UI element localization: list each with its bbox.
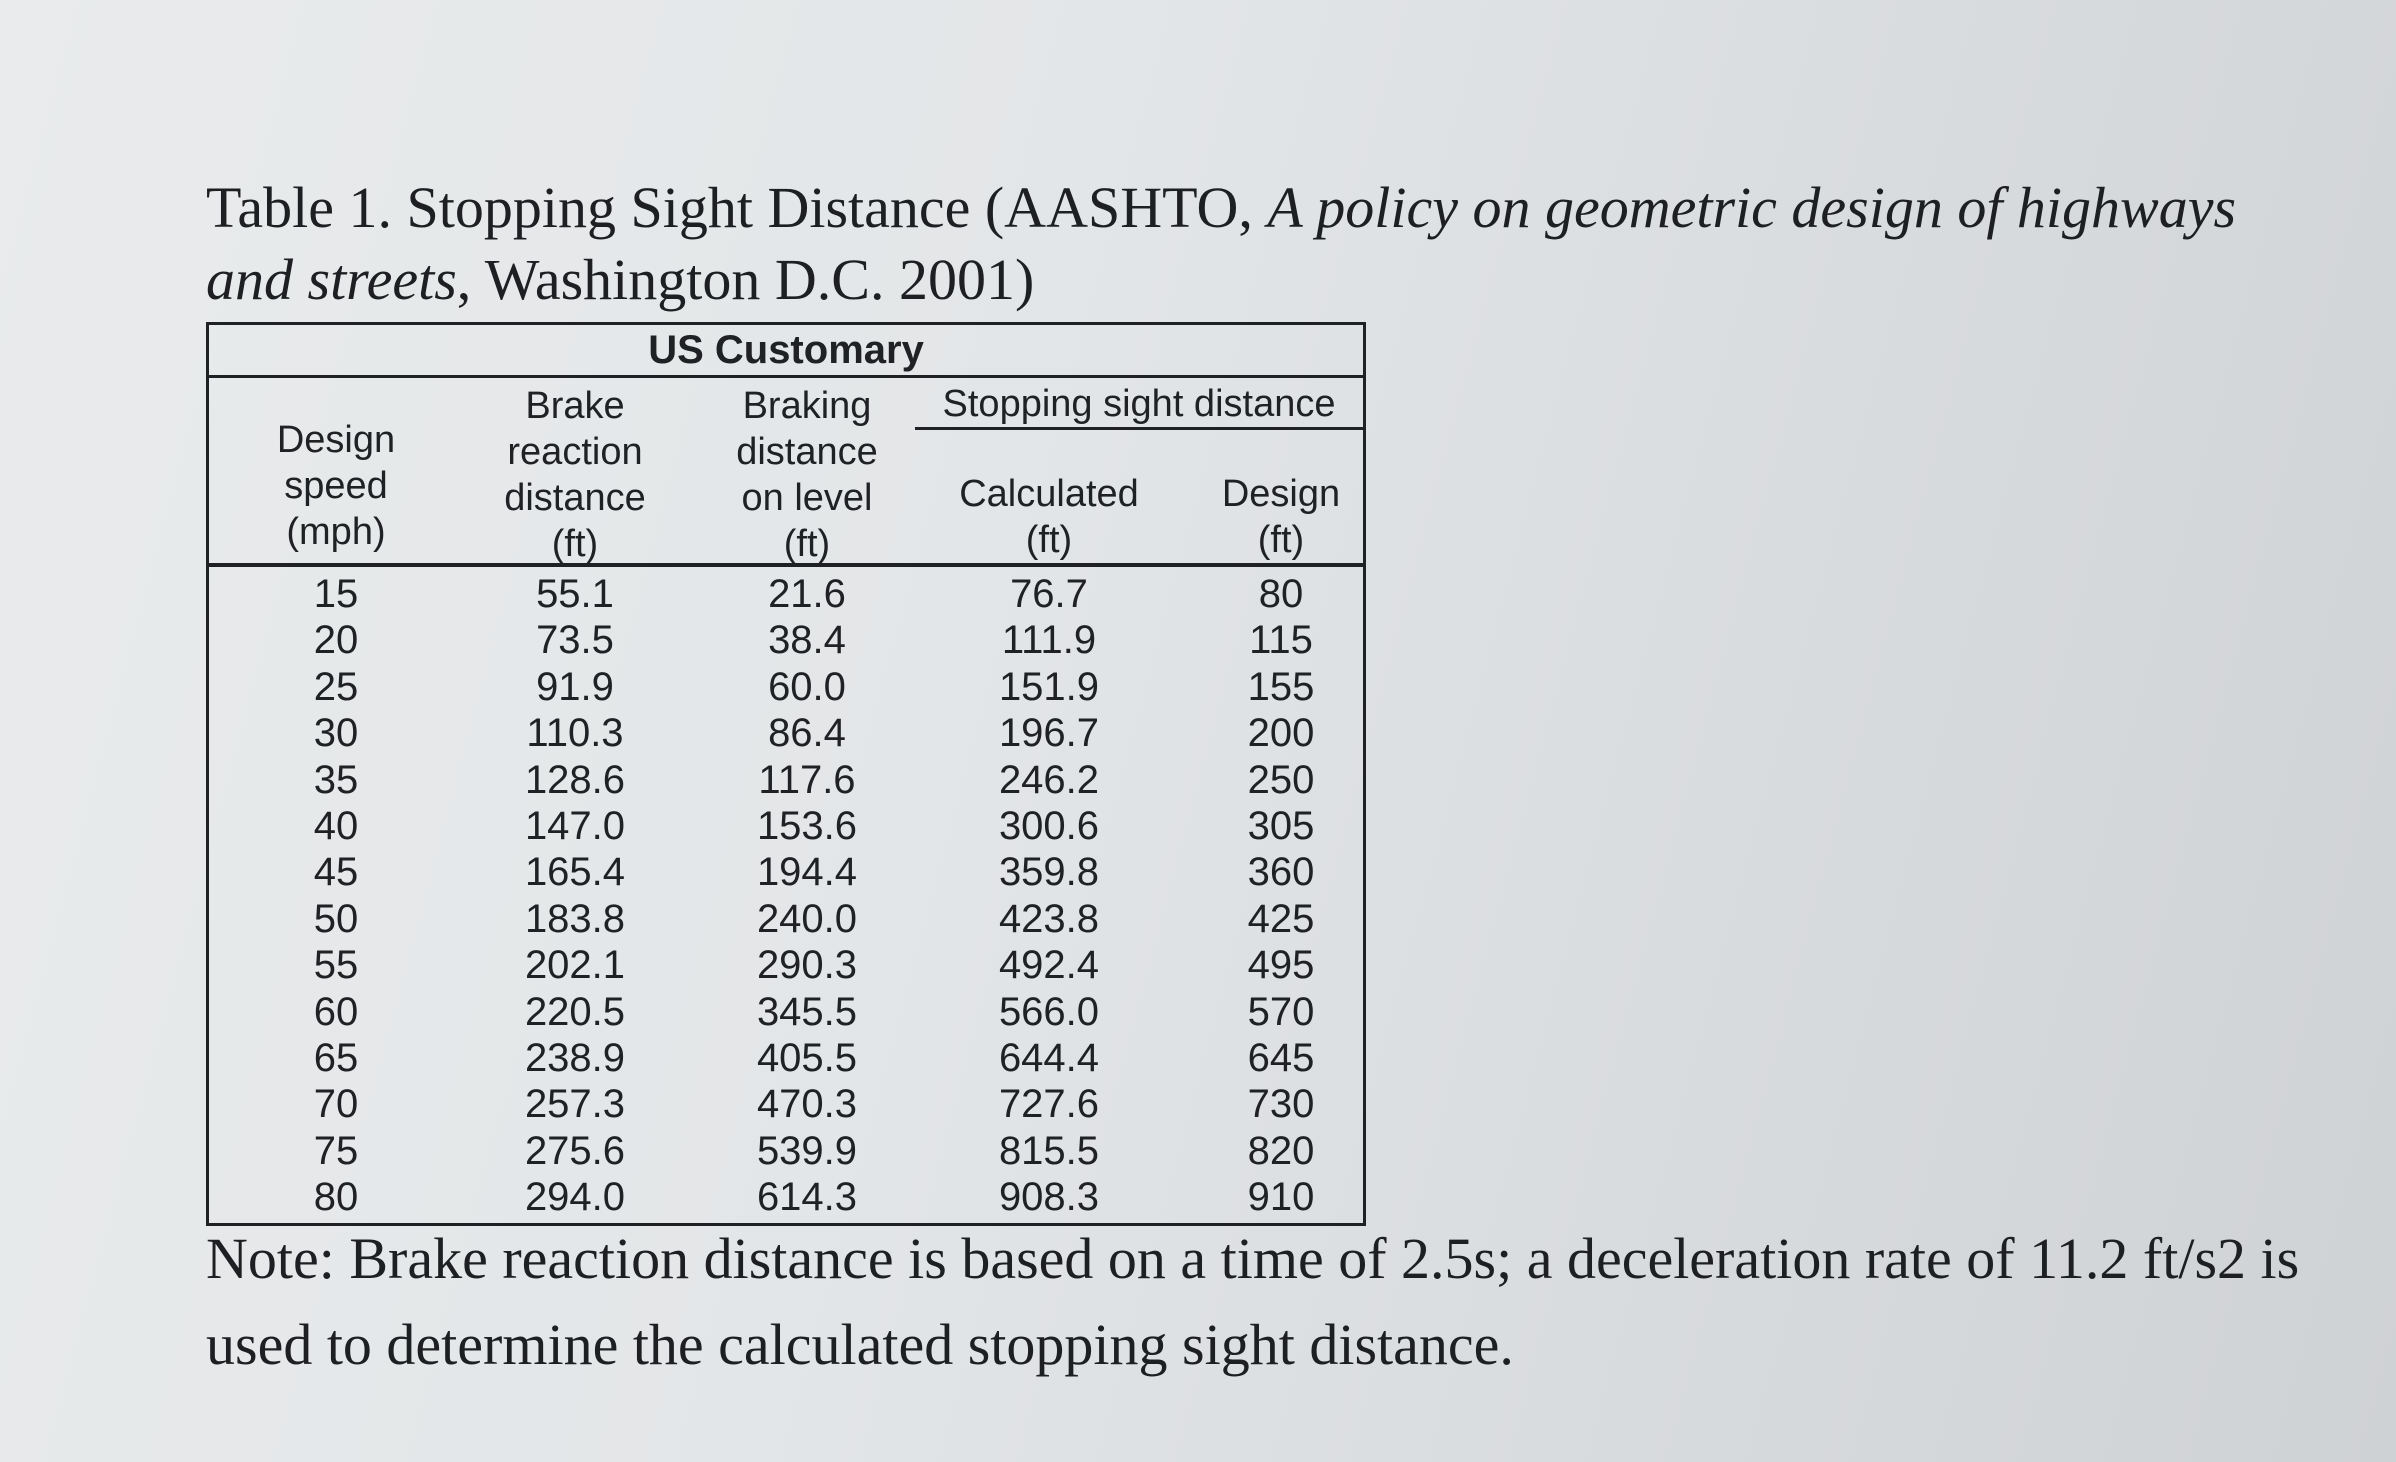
- table-row: [209, 1128, 1363, 1174]
- table-cell: 470.3: [756, 1082, 858, 1127]
- table-cell: 30: [313, 711, 359, 756]
- table-body: [209, 571, 1363, 1220]
- table-row: [209, 942, 1363, 988]
- table-cell: 815.5: [998, 1128, 1100, 1173]
- table-cell: 20: [313, 618, 359, 663]
- table-row: [209, 1174, 1363, 1220]
- caption-tail: , Washington D.C. 2001): [456, 247, 1035, 312]
- header-brake-reaction: [475, 383, 675, 567]
- table-cell: 405.5: [756, 1035, 858, 1080]
- table-row: [209, 849, 1363, 895]
- header-line: distance: [736, 431, 878, 473]
- table-cell: 76.7: [1010, 572, 1088, 616]
- table-cell: 345.5: [756, 989, 858, 1034]
- table-row: [209, 710, 1363, 756]
- table-cell: 645: [1247, 1035, 1315, 1080]
- table-cell: 128.6: [524, 757, 626, 802]
- table-cell: 492.4: [998, 943, 1100, 988]
- table-cell: 147.0: [524, 803, 626, 848]
- caption-publication-title: A policy on geometric design of highways and streets: [206, 175, 2237, 312]
- ssd-group-rule: [915, 427, 1363, 430]
- header-line: (ft): [1025, 519, 1073, 561]
- header-line: (mph): [286, 511, 386, 553]
- table-row: [209, 1081, 1363, 1127]
- header-ssd-group: Stopping sight distance: [942, 383, 1336, 425]
- table-caption: [206, 172, 2256, 316]
- table-cell: 727.6: [998, 1082, 1100, 1127]
- header-line: Calculated: [959, 473, 1139, 515]
- header-line: (ft): [551, 523, 599, 565]
- table-cell: 423.8: [998, 896, 1100, 941]
- table-cell: 305: [1247, 803, 1315, 848]
- header-line: speed: [284, 465, 388, 507]
- table-cell: 495: [1247, 943, 1315, 988]
- table-row: [209, 571, 1363, 617]
- table-cell: 115: [1249, 618, 1313, 663]
- table-cell: 294.0: [524, 1175, 626, 1220]
- table-cell: 73.5: [536, 618, 614, 663]
- table-cell: 614.3: [756, 1175, 858, 1220]
- table-cell: 55.1: [536, 572, 614, 616]
- header-design-speed: [241, 417, 431, 555]
- header-line: Design: [1221, 473, 1341, 515]
- table-cell: 246.2: [998, 757, 1100, 802]
- table-cell: 165.4: [524, 850, 626, 895]
- table-cell: 60.0: [768, 664, 846, 709]
- table-cell: 35: [313, 757, 359, 802]
- table-cell: 359.8: [998, 850, 1100, 895]
- table-row: [209, 989, 1363, 1035]
- table-cell: 644.4: [998, 1035, 1100, 1080]
- header-line: reaction: [507, 431, 643, 473]
- table-cell: 240.0: [756, 896, 858, 941]
- table-row: [209, 617, 1363, 663]
- table-cell: 50: [313, 896, 359, 941]
- table-cell: 220.5: [524, 989, 626, 1034]
- table-cell: 25: [313, 664, 359, 709]
- stopping-sight-distance-table: [206, 322, 1366, 1226]
- table-cell: 910: [1247, 1175, 1315, 1220]
- table-cell: 75: [313, 1128, 359, 1173]
- table-cell: 183.8: [524, 896, 626, 941]
- header-design: [1181, 471, 1381, 563]
- table-cell: 80: [313, 1175, 359, 1220]
- header-braking-distance: [707, 383, 907, 567]
- table-cell: 55: [313, 943, 359, 988]
- table-cell: 60: [313, 989, 359, 1034]
- table-cell: 110.3: [526, 711, 624, 756]
- table-row: [209, 664, 1363, 710]
- table-cell: 275.6: [524, 1128, 626, 1173]
- table-cell: 908.3: [998, 1175, 1100, 1220]
- table-cell: 111.9: [1001, 618, 1097, 663]
- header-rule: [209, 563, 1363, 567]
- table-cell: 202.1: [524, 943, 626, 988]
- table-row: [209, 803, 1363, 849]
- table-cell: 820: [1247, 1128, 1315, 1173]
- table-cell: 194.4: [756, 850, 858, 895]
- table-cell: 117.6: [758, 757, 856, 802]
- table-cell: 80: [1258, 572, 1304, 616]
- header-line: Braking: [742, 385, 872, 427]
- table-cell: 155: [1247, 664, 1315, 709]
- table-row: [209, 1035, 1363, 1081]
- table-cell: 300.6: [998, 803, 1100, 848]
- table-cell: 65: [313, 1035, 359, 1080]
- header-calculated: [949, 471, 1149, 563]
- table-cell: 360: [1247, 850, 1315, 895]
- table-row: [209, 757, 1363, 803]
- table-cell: 40: [313, 803, 359, 848]
- header-line: (ft): [1257, 519, 1305, 561]
- table-cell: 566.0: [998, 989, 1100, 1034]
- table-cell: 238.9: [524, 1035, 626, 1080]
- table-cell: 730: [1247, 1082, 1315, 1127]
- table-cell: 425: [1247, 896, 1315, 941]
- table-cell: 570: [1247, 989, 1315, 1034]
- header-line: distance: [504, 477, 646, 519]
- table-cell: 196.7: [998, 711, 1100, 756]
- table-row: [209, 896, 1363, 942]
- table-cell: 21.6: [768, 572, 846, 616]
- table-cell: 91.9: [536, 664, 614, 709]
- table-cell: 290.3: [756, 943, 858, 988]
- table-cell: 45: [313, 850, 359, 895]
- table-cell: 200: [1247, 711, 1315, 756]
- table-cell: 86.4: [768, 711, 846, 756]
- table-cell: 153.6: [756, 803, 858, 848]
- header-line: (ft): [783, 523, 831, 565]
- table-note: Note: Brake reaction distance is based on a time of 2.5s; a deceleration rate of 11.2 ft/s2 is used to determine the calculated stopping sight distance.: [206, 1226, 2300, 1377]
- table-cell: 257.3: [524, 1082, 626, 1127]
- table-cell: 151.9: [998, 664, 1100, 709]
- table-group-title: US Customary: [209, 325, 1363, 378]
- header-line: Design: [276, 419, 396, 461]
- header-line: Brake: [525, 385, 625, 427]
- table-cell: 38.4: [768, 618, 846, 663]
- table-cell: 15: [313, 572, 359, 616]
- table-cell: 70: [313, 1082, 359, 1127]
- header-line: on level: [741, 477, 873, 519]
- table-cell: 539.9: [756, 1128, 858, 1173]
- table-cell: 250: [1247, 757, 1315, 802]
- caption-lead: Table 1. Stopping Sight Distance (AASHTO,: [206, 175, 1268, 240]
